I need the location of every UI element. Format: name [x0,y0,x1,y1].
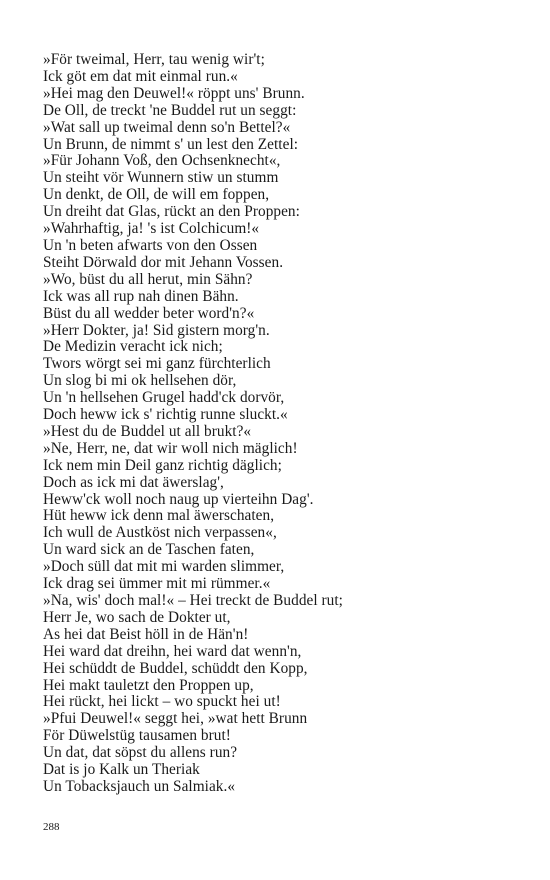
poem-line: Twors wörgt sei mi ganz fürchterlich [43,355,271,373]
poem-line: »Wo, büst du all herut, min Sähn? [43,270,253,288]
poem-line: Hüt heww ick denn mal äwerschaten, [43,507,275,525]
poem-line: Dat is jo Kalk un Theriak [43,761,200,779]
poem-line: Un dreiht dat Glas, rückt an den Proppen: [43,203,300,221]
poem-line: Heww'ck woll noch naug up vierteihn Dag'. [43,490,314,508]
poem-line: Un denkt, de Oll, de will em foppen, [43,186,270,204]
poem-line: »Herr Dokter, ja! Sid gistern morg'n. [43,321,270,339]
poem-line: Un 'n beten afwarts von den Ossen [43,236,258,254]
poem-line: »För tweimal, Herr, tau wenig wir't; [43,51,265,68]
poem-line: Ick nem min Deil ganz richtig däglich; [43,456,282,474]
poem-line: Un Tobacksjauch un Salmiak.« [43,777,236,795]
poem-line: »Na, wis' doch mal!« – Hei treckt de Buddel rut; [43,592,343,609]
poem-line: Ick was all rup nah dinen Bähn. [43,287,239,305]
poem-line: »Hest du de Buddel ut all brukt?« [43,422,252,440]
page-number: 288 [43,821,60,833]
poem-text [43,52,513,796]
poem-line: As hei dat Beist höll in de Hän'n! [43,625,249,643]
poem-line: Ick göt em dat mit einmal run.« [43,67,238,85]
poem-line: De Medizin veracht ick nich; [43,338,223,356]
poem-line: »Für Johann Voß, den Ochsenknecht«, [43,152,281,170]
poem-line: Doch heww ick s' richtig runne sluckt.« [43,406,288,424]
poem-line: Un 'n hellsehen Grugel hadd'ck dorvör, [43,389,285,407]
poem-line: Hei rückt, hei lickt – wo spuckt hei ut! [43,693,281,711]
poem-line: Hei makt tauletzt den Proppen up, [43,676,254,694]
poem-line: »Wat sall up tweimal denn so'n Bettel?« [43,118,291,136]
poem-line: Steiht Dörwald dor mit Jehann Vossen. [43,253,284,271]
poem-line: »Ne, Herr, ne, dat wir woll nich mäglich! [43,439,298,457]
poem-line: Hei schüddt de Buddel, schüddt den Kopp, [43,659,308,677]
poem-line: Un dat, dat söpst du allens run? [43,744,238,762]
poem-line: Un ward sick an de Taschen faten, [43,541,255,559]
poem-line: För Düwelstüg tausamen brut! [43,727,231,745]
poem-line: Büst du all wedder beter word'n?« [43,304,255,322]
poem-line: »Wahrhaftig, ja! 's ist Colchicum!« [43,220,260,238]
poem-line: Un steiht vör Wunnern stiw un stumm [43,169,279,187]
poem-line: Ich wull de Austköst nich verpassen«, [43,524,277,542]
poem-line: Un Brunn, de nimmt s' un lest den Zettel: [43,135,299,153]
poem-line: Herr Je, wo sach de Dokter ut, [43,608,231,626]
poem-line: De Oll, de treckt 'ne Buddel rut un seggt: [43,101,297,119]
poem-line: Un slog bi mi ok hellsehen dör, [43,372,237,390]
poem-line: Ick drag sei ümmer mit mi rümmer.« [43,575,271,593]
poem-line: »Hei mag den Deuwel!« röppt uns' Brunn. [43,84,305,102]
poem-line: »Pfui Deuwel!« seggt hei, »wat hett Brunn [43,710,308,728]
poem-line: Hei ward dat dreihn, hei ward dat wenn'n, [43,642,302,660]
poem-line: Doch as ick mi dat äwerslag', [43,473,224,491]
poem-line: »Doch süll dat mit mi warden slimmer, [43,558,285,576]
